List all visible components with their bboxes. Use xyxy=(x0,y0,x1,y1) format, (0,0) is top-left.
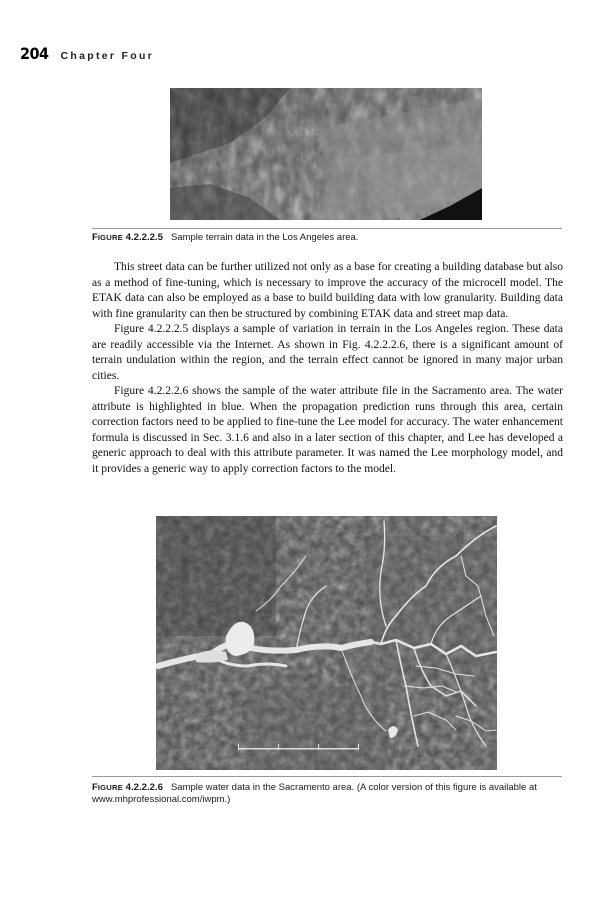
paragraph: Figure 4.2.2.2.6 shows the sample of the water attribute file in the Sacramento area. The water attribute is highlighted in blue. When the propagation prediction runs through this area, certain correction factors need to be applied to fine-tune the Lee model for accuracy. The water enhancement formula is discussed in Sec. 3.1.6 and also in a later section of this chapter, and Lee has developed a generic approach to deal with this attribute parameter. It was named the Lee morphology model, and it provides a generic way to apply correction factors to the model. xyxy=(92,385,563,475)
paragraph: Figure 4.2.2.2.5 displays a sample of variation in terrain in the Los Angeles region. These data are readily accessible via the Internet. As shown in Fig. 4.2.2.2.6, there is a significant amount of terrain undulation within the region, and the terrain effect cannot be ignored in many major urban cities. xyxy=(92,323,563,382)
figure-rule xyxy=(92,776,562,777)
chapter-title: Chapter Four xyxy=(60,50,155,62)
caption-text: Sample water data in the Sacramento area. (A color version of this figure is available at www.mhprofessional.com/iwpm.) xyxy=(92,782,537,805)
figure-rule xyxy=(92,228,562,229)
body-text xyxy=(92,260,563,477)
figure-caption xyxy=(92,782,562,806)
water-map-image xyxy=(156,516,497,770)
terrain-image xyxy=(170,88,482,220)
running-header xyxy=(20,44,154,64)
figure-caption xyxy=(92,232,562,244)
paragraph: This street data can be further utilized not only as a base for creating a building database but also as a method of fine-tuning, which is necessary to improve the accuracy of the microcell model. The ETAK data can also be employed as a base to build building data with low granularity. Building data with fine granularity can then be structured by combining ETAK data and street map data. xyxy=(92,261,563,320)
figure-label: FIGURE 4.2.2.2.5 xyxy=(92,232,163,243)
figure-label: FIGURE 4.2.2.2.6 xyxy=(92,782,163,793)
page-number: 204 xyxy=(20,44,49,63)
caption-text: Sample terrain data in the Los Angeles area. xyxy=(170,232,359,243)
